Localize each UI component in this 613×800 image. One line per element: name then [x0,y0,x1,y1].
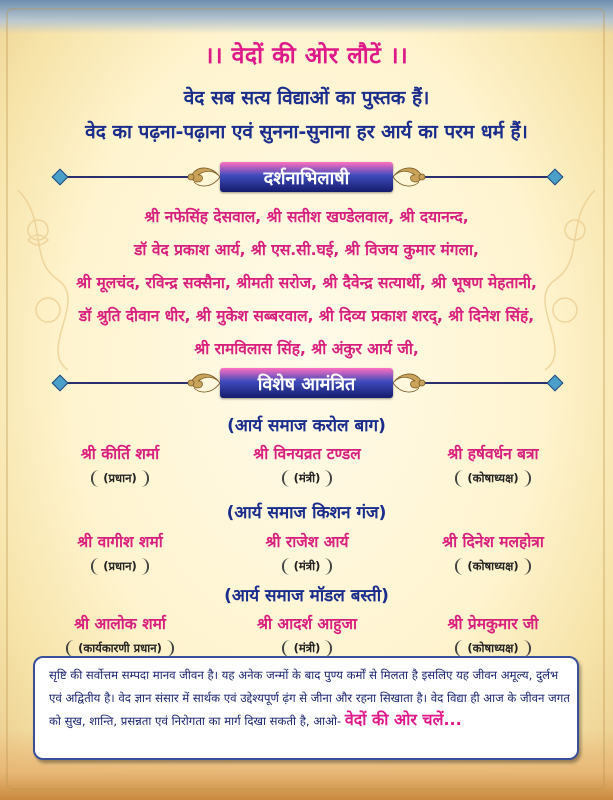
vishesh-banner [50,366,563,400]
darshan-line: श्री मूलचंद, रविन्द्र सक्सैना, श्रीमती सरोज, श्री दैवेन्द्र सत्यार्थी, श्री भूषण मेहतानी, [76,274,537,292]
group-name: (आर्य समाज किशन गंज) [226,503,387,523]
officer-name: श्री आदर्श आहुजा [257,615,357,633]
message-text: सृष्टि की सर्वोत्तम सम्पदा मानव जीवन है। यह अनेक जन्मों के बाद पुण्य कर्मों से मिलता है इसलिए यह जीवन अमूल्य, दुर्लभ एवं अद्वितीय है। वेद ज्ञान संसार में सार्थक एवं उद्देश्यपूर्ण ढ़ंग से जीना और रहना सिखाता है। वेद विद्या ही आज के जीवन जगत को सुख, शान्ति, प्रसन्नता एवं निरोगता का मार्ग दिखा सकती है, आओ- [49,668,570,728]
officer [393,442,593,487]
officer-name: श्री आलोक शर्मा [74,615,166,633]
banner-label-box [220,162,393,192]
officer-name: श्री दिनेश मलहोत्रा [442,533,544,551]
message-highlight: वेदों की ओर चलें... [344,710,462,729]
ornament-left-icon [186,368,222,398]
message-paragraph [49,664,571,733]
officer [20,612,220,657]
officer-name: श्री वागीश शर्मा [77,533,163,551]
officer-role: (प्रधान) [91,470,149,487]
banner-rule-right [423,176,553,178]
group-name: (आर्य समाज करोल बाग) [227,416,386,436]
officer-name: श्री हर्षवर्धन बत्रा [447,445,539,463]
darshan-banner [50,160,563,194]
officer-role: (प्रधान) [91,558,149,575]
message-box [33,656,579,760]
officer [393,612,593,657]
officer-role: (मंत्री) [282,470,333,487]
vishesh-heading: विशेष आमंत्रित [257,374,356,395]
officer-role: (कोषाध्यक्ष) [455,640,530,657]
ornament-left-icon [186,162,222,192]
darshan-line: श्री रामविलास सिंह, श्री अंकुर आर्य जी, [194,340,419,358]
officer-name: श्री कीर्ति शर्मा [80,445,160,463]
officer-role: (कोषाध्यक्ष) [455,558,530,575]
banner-label-box [220,368,393,398]
officer [207,612,407,657]
header-line-2: वेद का पढ़ना-पढ़ाना एवं सुनना-सुनाना हर आर्य का परम धर्म हैं। [85,121,528,143]
header-line-1: वेद सब सत्य विद्याओं का पुस्तक हैं। [183,87,430,109]
ornament-right-icon [391,368,427,398]
officer [20,530,220,575]
officer-role: (मंत्री) [282,640,333,657]
diamond-icon [52,169,69,186]
banner-rule-left [60,176,190,178]
group-name: (आर्य समाज मॉडल बस्ती) [224,586,389,606]
officer [207,442,407,487]
darshan-line: श्री नफेसिंह देसवाल, श्री सतीश खण्डेलवाल, श्री दयानन्द, [144,208,469,226]
officer [20,442,220,487]
officer-role: (मंत्री) [282,558,333,575]
ornament-right-icon [391,162,427,192]
banner-rule-right [423,382,553,384]
darshan-heading: दर्शनाभिलाषी [263,168,350,189]
officer-name: श्री राजेश आर्य [265,533,349,551]
officer-role: (कार्यकारणी प्रधान) [66,640,174,657]
diamond-icon [52,375,69,392]
officer [207,530,407,575]
banner-rule-left [60,382,190,384]
officer-name: श्री विनयव्रत टण्डल [253,445,361,463]
darshan-line: डॉ वेद प्रकाश आर्य, श्री एस.सी.घई, श्री विजय कुमार मंगला, [134,241,479,259]
officer [393,530,593,575]
page-title: ।। वेदों की ओर लौटें ।। [204,43,409,69]
diamond-icon [547,169,564,186]
diamond-icon [547,375,564,392]
officer-role: (कोषाध्यक्ष) [455,470,530,487]
darshan-line: डॉ श्रुति दीवान धीर, श्री मुकेश सब्बरवाल, श्री दिव्य प्रकाश शरद्, श्री दिनेश सिंहं, [78,307,535,325]
officer-name: श्री प्रेमकुमार जी [447,615,539,633]
